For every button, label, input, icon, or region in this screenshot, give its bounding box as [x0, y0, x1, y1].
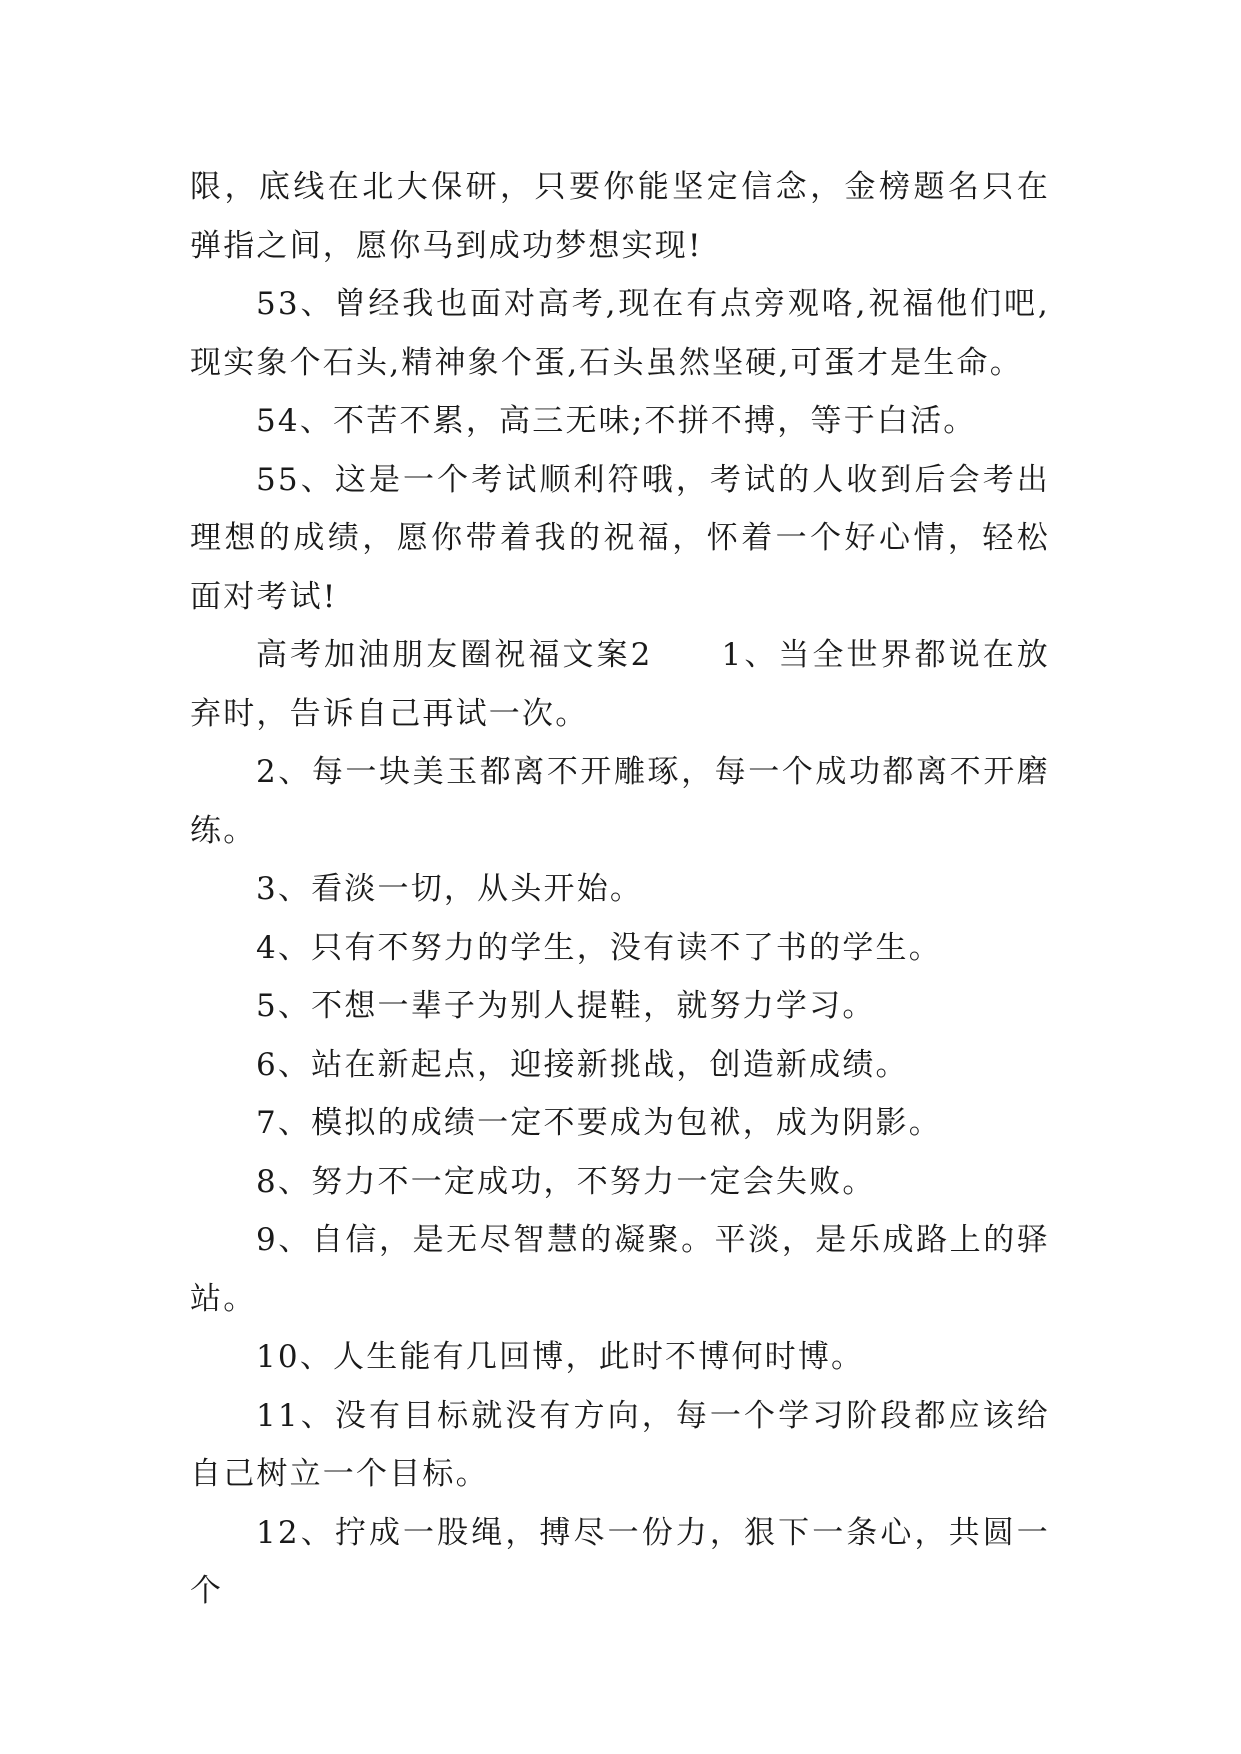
list-item-9: 9、自信，是无尽智慧的凝聚。平淡，是乐成路上的驿站。 — [190, 1222, 1050, 1317]
list-item-6: 6、站在新起点，迎接新挑战，创造新成绩。 — [256, 1046, 909, 1083]
list-item-12: 12、拧成一股绳，搏尽一份力，狠下一条心，共圆一个 — [190, 1514, 1050, 1609]
paragraph-54: 54、不苦不累，高三无味;不拼不搏，等于白活。 — [256, 403, 977, 439]
list-item-7: 7、模拟的成绩一定不要成为包袱，成为阴影。 — [256, 1105, 942, 1141]
list-item-4: 4、只有不努力的学生，没有读不了书的学生。 — [256, 929, 942, 966]
document-body — [190, 158, 1050, 1621]
paragraph-continuation: 限，底线在北大保研，只要你能坚定信念，金榜题名只在弹指之间，愿你马到成功梦想实现! — [190, 169, 1050, 264]
paragraph-53: 53、曾经我也面对高考,现在有点旁观咯,祝福他们吧,现实象个石头,精神象个蛋,石头虽然坚硬,可蛋才是生命。 — [190, 286, 1050, 381]
list-item-8: 8、努力不一定成功，不努力一定会失败。 — [256, 1163, 876, 1200]
list-item-2: 2、每一块美玉都离不开雕琢，每一个成功都离不开磨练。 — [190, 754, 1050, 849]
paragraph-55: 55、这是一个考试顺利符哦，考试的人收到后会考出理想的成绩，愿你带着我的祝福，怀着一个好心情，轻松面对考试! — [190, 461, 1050, 615]
section-heading-2-item-1: 高考加油朋友圈祝福文案2 1、当全世界都说在放弃时，告诉自己再试一次。 — [190, 637, 1050, 732]
list-item-10: 10、人生能有几回博，此时不博何时博。 — [256, 1339, 865, 1375]
list-item-3: 3、看淡一切，从头开始。 — [256, 871, 644, 907]
list-item-5: 5、不想一辈子为别人提鞋，就努力学习。 — [256, 988, 876, 1024]
list-item-11: 11、没有目标就没有方向，每一个学习阶段都应该给自己树立一个目标。 — [190, 1397, 1050, 1492]
